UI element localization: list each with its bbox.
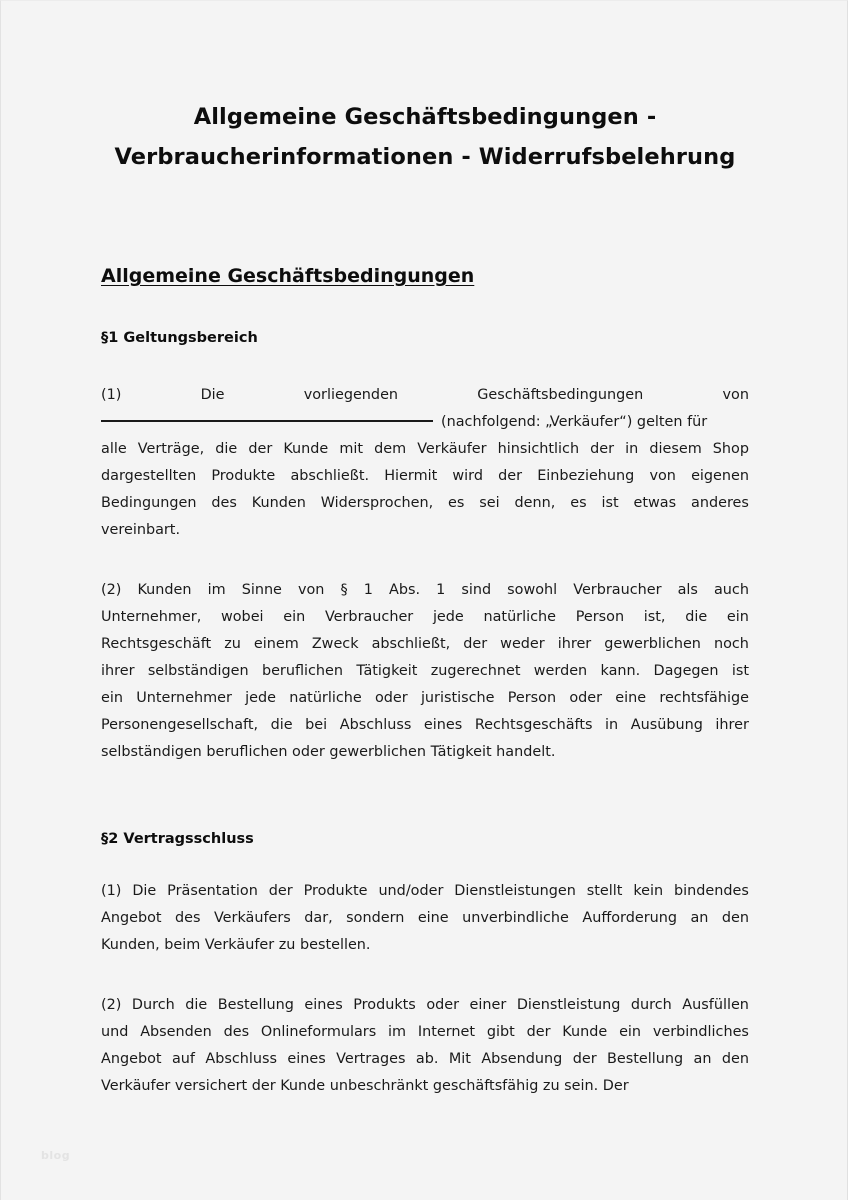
text-word: des bbox=[223, 1024, 250, 1040]
text-word: dargestellten bbox=[101, 468, 197, 484]
text-word: an bbox=[693, 1051, 712, 1067]
text-word: stellt bbox=[586, 883, 623, 899]
text-word: Unternehmer bbox=[136, 690, 232, 706]
article-2-paragraph-1 bbox=[101, 850, 749, 959]
text-word: Dagegen bbox=[653, 663, 719, 679]
text-word: hinsichtlich bbox=[497, 441, 580, 457]
section-heading-agb-text: Allgemeine Geschäftsbedingungen bbox=[101, 265, 475, 287]
text-word: ist, bbox=[643, 609, 666, 625]
text-word: des bbox=[175, 910, 201, 926]
text-word: abschließt, bbox=[371, 636, 451, 652]
text-word: Verkäufer bbox=[417, 441, 487, 457]
text-word: und bbox=[101, 1024, 129, 1040]
text-word: (1) bbox=[101, 883, 122, 899]
text-word: Produkts bbox=[353, 997, 416, 1013]
text-word: die bbox=[270, 717, 293, 733]
text-word: § bbox=[340, 582, 348, 598]
article-2-paragraph-1-line-1 bbox=[101, 878, 749, 905]
text-word: der bbox=[248, 441, 273, 457]
article-1-paragraph-1-line-6: vereinbart. bbox=[101, 522, 181, 538]
seller-name-blank-rule bbox=[101, 420, 433, 422]
text-word: der bbox=[498, 468, 523, 484]
opening-word-5: von bbox=[722, 387, 749, 403]
text-word: Bedingungen bbox=[101, 495, 197, 511]
text-word: Einbeziehung bbox=[537, 468, 635, 484]
text-word: Produkte bbox=[211, 468, 276, 484]
text-word: kann. bbox=[600, 663, 641, 679]
text-word: eine bbox=[615, 690, 647, 706]
text-word: Abs. bbox=[388, 582, 421, 598]
page-title-line-2: Verbraucherinformationen - Widerrufsbelehrung bbox=[114, 144, 736, 170]
text-word: Kunde bbox=[562, 1024, 608, 1040]
text-word: von bbox=[297, 582, 325, 598]
text-word: Sinne bbox=[241, 582, 282, 598]
text-word: gewerblichen bbox=[604, 636, 701, 652]
text-word: ihrer bbox=[715, 717, 749, 733]
text-word: zu bbox=[224, 636, 241, 652]
article-1-paragraph-2-line-3 bbox=[101, 631, 749, 658]
article-1-paragraph-1-line-2 bbox=[101, 409, 749, 436]
text-word: als bbox=[677, 582, 698, 598]
text-word: Angebot bbox=[101, 910, 162, 926]
text-word: Absenden bbox=[140, 1024, 212, 1040]
article-1-paragraph-1-line-2-text: (nachfolgend: „Verkäufer“) gelten für bbox=[441, 414, 708, 430]
opening-word-3: vorliegenden bbox=[303, 387, 399, 403]
text-word: verbindliches bbox=[652, 1024, 749, 1040]
text-word: eines bbox=[423, 717, 463, 733]
text-word: rechtsfähige bbox=[659, 690, 749, 706]
text-word: ein bbox=[726, 609, 749, 625]
article-1-paragraph-2-line-2 bbox=[101, 604, 749, 631]
text-word: anderes bbox=[691, 495, 749, 511]
text-word: noch bbox=[713, 636, 749, 652]
article-1-paragraph-1-line-1 bbox=[101, 382, 749, 409]
text-word: ein bbox=[101, 690, 123, 706]
text-word: ihrer bbox=[557, 636, 592, 652]
article-1-paragraph-1-line-4 bbox=[101, 463, 749, 490]
article-1-paragraph-1-line-3 bbox=[101, 436, 749, 463]
text-word: im bbox=[207, 582, 226, 598]
text-word: ihrer bbox=[101, 663, 135, 679]
text-word: die bbox=[685, 609, 708, 625]
text-word: Durch bbox=[131, 997, 175, 1013]
text-word: (2) bbox=[101, 582, 122, 598]
text-word: bei bbox=[305, 717, 328, 733]
text-word: es bbox=[570, 495, 587, 511]
text-word: den bbox=[721, 1051, 749, 1067]
text-word: (2) bbox=[101, 997, 122, 1013]
article-1-paragraph-1 bbox=[101, 349, 749, 544]
text-word: es bbox=[448, 495, 465, 511]
text-word: Abschluss bbox=[339, 717, 412, 733]
text-word: selbständigen bbox=[147, 663, 249, 679]
text-word: ein bbox=[619, 1024, 642, 1040]
text-word: oder bbox=[569, 690, 603, 706]
text-word: Mit bbox=[448, 1051, 471, 1067]
text-word: wird bbox=[452, 468, 483, 484]
article-heading-2: §2 Vertragsschluss bbox=[101, 831, 254, 847]
text-word: ist bbox=[731, 663, 749, 679]
text-word: einem bbox=[253, 636, 299, 652]
text-word: Absendung bbox=[481, 1051, 563, 1067]
page-title-line-1: Allgemeine Geschäftsbedingungen - bbox=[193, 104, 657, 130]
opening-word-2: Die bbox=[200, 387, 225, 403]
text-word: die bbox=[215, 441, 238, 457]
text-word: dem bbox=[374, 441, 407, 457]
text-word: ist bbox=[601, 495, 619, 511]
article-1-paragraph-2-line-7: selbständigen beruflichen oder gewerblichen Tätigkeit handelt. bbox=[101, 744, 556, 760]
text-word: Produkte bbox=[303, 883, 368, 899]
text-word: Dienstleistungen bbox=[454, 883, 576, 899]
text-word: Shop bbox=[712, 441, 749, 457]
text-word: der bbox=[268, 883, 293, 899]
text-word: Bestellung bbox=[607, 1051, 684, 1067]
article-2-paragraph-2-line-4: Verkäufer versichert der Kunde unbeschränkt geschäftsfähig zu sein. Der bbox=[101, 1078, 629, 1094]
article-1-paragraph-2-line-1 bbox=[101, 577, 749, 604]
text-word: 1 bbox=[363, 582, 373, 598]
article-2-paragraph-2-line-2 bbox=[101, 1019, 749, 1046]
text-word: auch bbox=[713, 582, 749, 598]
text-word: gibt bbox=[486, 1024, 515, 1040]
text-word: oder bbox=[374, 690, 408, 706]
article-2-paragraph-2-line-1 bbox=[101, 992, 749, 1019]
text-word: die bbox=[185, 997, 208, 1013]
text-word: einer bbox=[469, 997, 507, 1013]
text-word: der bbox=[463, 636, 488, 652]
text-word: jede bbox=[432, 609, 464, 625]
page-title bbox=[101, 97, 749, 177]
article-2-paragraph-1-line-2 bbox=[101, 905, 749, 932]
text-word: eigenen bbox=[691, 468, 749, 484]
document-content bbox=[101, 1, 749, 1100]
text-word: von bbox=[649, 468, 676, 484]
text-word: Person bbox=[507, 690, 557, 706]
section-heading-agb bbox=[101, 177, 749, 289]
text-word: Hiermit bbox=[384, 468, 438, 484]
text-word: Zweck bbox=[311, 636, 359, 652]
text-word: Die bbox=[132, 883, 157, 899]
text-word: Verbraucher bbox=[324, 609, 414, 625]
text-word: denn, bbox=[514, 495, 556, 511]
text-word: weder bbox=[500, 636, 545, 652]
article-1-paragraph-2-line-6 bbox=[101, 712, 749, 739]
text-word: der bbox=[590, 441, 615, 457]
text-word: Rechtsgeschäft bbox=[101, 636, 212, 652]
text-word: eines bbox=[304, 997, 343, 1013]
text-word: kein bbox=[633, 883, 664, 899]
text-word: sind bbox=[461, 582, 492, 598]
text-word: des bbox=[211, 495, 237, 511]
text-word: alle bbox=[101, 441, 127, 457]
text-word: Personengesellschaft, bbox=[101, 717, 259, 733]
article-heading-1: §1 Geltungsbereich bbox=[101, 330, 258, 346]
text-word: an bbox=[690, 910, 709, 926]
article-1-paragraph-2 bbox=[101, 544, 749, 766]
text-word: werden bbox=[533, 663, 588, 679]
text-word: sondern bbox=[346, 910, 405, 926]
text-word: juristische bbox=[420, 690, 495, 706]
text-word: den bbox=[721, 910, 749, 926]
opening-word-4: Geschäftsbedingungen bbox=[477, 387, 644, 403]
article-1-paragraph-2-line-5 bbox=[101, 685, 749, 712]
text-word: zugerechnet bbox=[430, 663, 521, 679]
article-1-paragraph-2-line-4 bbox=[101, 658, 749, 685]
text-word: Präsentation bbox=[167, 883, 258, 899]
text-word: in bbox=[625, 441, 639, 457]
text-word: jede bbox=[245, 690, 276, 706]
article-2-paragraph-2 bbox=[101, 959, 749, 1100]
text-word: Widersprochen, bbox=[320, 495, 434, 511]
text-word: mit bbox=[339, 441, 364, 457]
text-word: Ausübung bbox=[630, 717, 703, 733]
text-word: Onlineformulars bbox=[260, 1024, 377, 1040]
paragraph-number: (1) bbox=[101, 387, 122, 403]
text-word: Vertrages bbox=[336, 1051, 406, 1067]
text-word: durch bbox=[630, 997, 672, 1013]
text-word: ein bbox=[283, 609, 306, 625]
text-word: der bbox=[572, 1051, 597, 1067]
text-word: Dienstleistung bbox=[516, 997, 621, 1013]
text-word: abschließt. bbox=[290, 468, 370, 484]
text-word: Aufforderung bbox=[582, 910, 678, 926]
text-word: Person bbox=[575, 609, 625, 625]
text-word: 1 bbox=[436, 582, 446, 598]
text-word: natürliche bbox=[289, 690, 362, 706]
text-word: bindendes bbox=[674, 883, 749, 899]
text-word: Verbraucher bbox=[573, 582, 662, 598]
text-word: Kunden bbox=[137, 582, 192, 598]
text-word: Verkäufers bbox=[213, 910, 291, 926]
text-word: im bbox=[388, 1024, 407, 1040]
article-1-paragraph-1-line-5 bbox=[101, 490, 749, 517]
text-word: oder bbox=[426, 997, 460, 1013]
text-word: sowohl bbox=[507, 582, 558, 598]
text-word: Kunde bbox=[283, 441, 329, 457]
text-word: Kunden bbox=[251, 495, 306, 511]
text-word: Angebot bbox=[101, 1051, 162, 1067]
text-word: sei bbox=[479, 495, 500, 511]
text-word: diesem bbox=[649, 441, 702, 457]
text-word: Tätigkeit bbox=[356, 663, 418, 679]
text-word: auf bbox=[171, 1051, 195, 1067]
text-word: der bbox=[526, 1024, 551, 1040]
text-word: Bestellung bbox=[217, 997, 294, 1013]
text-word: etwas bbox=[633, 495, 677, 511]
text-word: wobei bbox=[220, 609, 264, 625]
article-2-paragraph-2-line-3 bbox=[101, 1046, 749, 1073]
text-word: Abschluss bbox=[205, 1051, 277, 1067]
text-word: dar, bbox=[304, 910, 333, 926]
text-word: in bbox=[605, 717, 619, 733]
text-word: Verträge, bbox=[137, 441, 205, 457]
text-word: Ausfüllen bbox=[682, 997, 749, 1013]
text-word: beruflichen bbox=[261, 663, 344, 679]
text-word: Unternehmer, bbox=[101, 609, 202, 625]
text-word: eines bbox=[287, 1051, 326, 1067]
text-word: Internet bbox=[417, 1024, 476, 1040]
text-word: unverbindliche bbox=[462, 910, 569, 926]
text-word: natürliche bbox=[483, 609, 556, 625]
article-2-paragraph-1-line-3: Kunden, beim Verkäufer zu bestellen. bbox=[101, 937, 371, 953]
text-word: Rechtsgeschäfts bbox=[474, 717, 593, 733]
text-word: und/oder bbox=[378, 883, 444, 899]
page-watermark: blog bbox=[41, 1149, 71, 1162]
text-word: eine bbox=[417, 910, 449, 926]
text-word: ab. bbox=[415, 1051, 439, 1067]
